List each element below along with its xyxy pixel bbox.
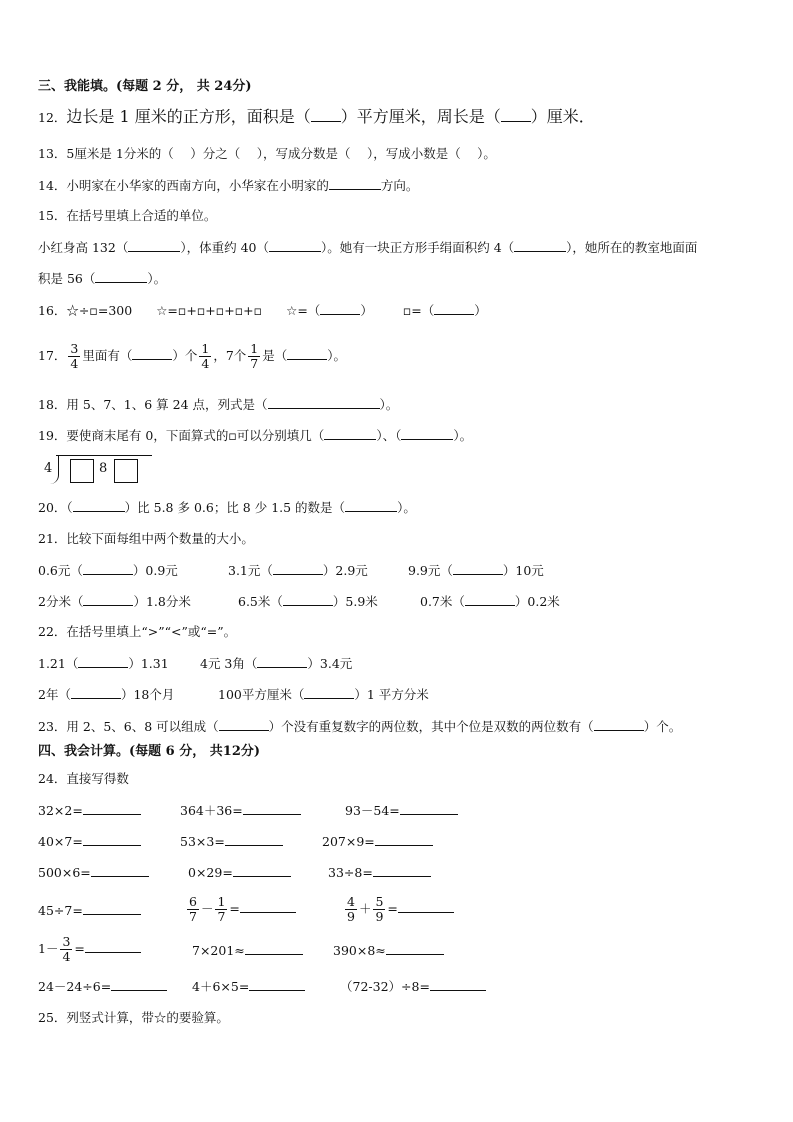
answer-blank[interactable] [83, 801, 141, 815]
section-4-heading: 四、我会计算。(每题 6 分， 共12分) [38, 744, 261, 759]
question-14: 14．小明家在小华家的西南方向，小华家在小明家的 方向。 [38, 178, 419, 193]
answer-blank[interactable] [386, 941, 444, 955]
fraction: $\frac{3}{4}$ [70, 341, 79, 371]
fraction: $\frac{1}{7}$ [250, 341, 259, 371]
answer-blank[interactable] [465, 592, 515, 606]
compare-item: 100平方厘米（ ）1 平方分米 [218, 687, 429, 702]
digit-box-2[interactable] [114, 459, 138, 483]
digit-box-1[interactable] [70, 459, 94, 483]
question-23: 23．用 2、5、6、8 可以组成（ ）个没有重复数字的两位数，其中个位是双数的两位数有（ ）个。 [38, 719, 682, 734]
question-22-intro: 22．在括号里填上“>”“<”或“=”。 [38, 624, 237, 639]
calc-item: 7×201≈ [192, 941, 303, 960]
question-12: 12．边长是 1 厘米的正方形，面积是（ ）平方厘米，周长是（ ）厘米． [38, 107, 595, 126]
question-24-intro: 24．直接写得数 [38, 771, 129, 786]
answer-blank[interactable] [78, 654, 128, 668]
compare-item: 6.5米（ ）5.9米 [238, 594, 378, 609]
answer-blank[interactable] [240, 899, 296, 913]
fraction: $\frac{6}{7}$ [189, 894, 197, 924]
question-13: 13．5厘米是 1分米的（ ）分之（ ），写成分数是（ ），写成小数是（ ）。 [38, 146, 496, 161]
calc-item: 364＋36= [180, 801, 301, 820]
long-division-figure: 4 8 [42, 455, 154, 485]
calc-item: 33÷8= [328, 863, 431, 882]
answer-blank[interactable] [273, 561, 323, 575]
compare-item: 1.21（ ）1.31 [38, 656, 169, 671]
calc-item: 0×29= [188, 863, 291, 882]
calc-item: 24－24÷6= [38, 977, 167, 996]
compare-item: 3.1元（ ）2.9元 [228, 563, 368, 578]
answer-blank[interactable] [514, 238, 566, 252]
question-21-intro: 21．比较下面每组中两个数量的大小。 [38, 531, 254, 546]
answer-blank[interactable] [243, 801, 301, 815]
answer-blank[interactable] [373, 863, 431, 877]
question-16: 16．☆÷▫=300 ☆=▫+▫+▫+▫+▫ ☆=（ ） ▫=（ ） [38, 303, 487, 318]
calc-item: 32×2= [38, 801, 141, 820]
calc-item: 1－ $\frac{3}{4}$ = [38, 930, 141, 968]
calc-item: 390×8≈ [333, 941, 444, 960]
question-25: 25．列竖式计算，带☆的要验算。 [38, 1010, 229, 1025]
answer-blank[interactable] [132, 346, 172, 360]
answer-blank[interactable] [128, 238, 180, 252]
compare-item: 2年（ ）18个月 [38, 687, 175, 702]
answer-blank[interactable] [257, 654, 307, 668]
calc-item: 4＋6×5= [192, 977, 305, 996]
answer-blank[interactable] [85, 939, 141, 953]
question-15-line-1: 小红身高 132（ ），体重约 40（ ）。她有一块正方形手绢面积约 4（ ），她所在的教室地面面 [38, 240, 698, 255]
section-3-heading: 三、我能填。(每题 2 分， 共 24分) [38, 79, 252, 94]
answer-blank[interactable] [304, 685, 354, 699]
calc-item: （72-32）÷8= [340, 977, 486, 996]
fraction: $\frac{1}{7}$ [217, 894, 226, 924]
compare-item: 0.6元（ ）0.9元 [38, 563, 178, 578]
answer-blank[interactable] [400, 801, 458, 815]
answer-blank[interactable] [233, 863, 291, 877]
calc-item: 45÷7= [38, 901, 141, 920]
answer-blank[interactable] [398, 899, 454, 913]
answer-blank[interactable] [329, 176, 381, 190]
answer-blank[interactable] [83, 832, 141, 846]
answer-blank[interactable] [345, 498, 397, 512]
compare-item: 9.9元（ ）10元 [408, 563, 544, 578]
answer-blank[interactable] [83, 561, 133, 575]
answer-blank[interactable] [501, 108, 531, 122]
compare-item: 0.7米（ ）0.2米 [420, 594, 560, 609]
answer-blank[interactable] [434, 301, 474, 315]
answer-blank[interactable] [430, 977, 486, 991]
answer-blank[interactable] [91, 863, 149, 877]
compare-item: 4元 3角（ ）3.4元 [200, 656, 353, 671]
answer-blank[interactable] [83, 592, 133, 606]
question-15-intro: 15．在括号里填上合适的单位。 [38, 208, 217, 223]
answer-blank[interactable] [71, 685, 121, 699]
answer-blank[interactable] [453, 561, 503, 575]
answer-blank[interactable] [375, 832, 433, 846]
answer-blank[interactable] [111, 977, 167, 991]
compare-item: 2分米（ ）1.8分米 [38, 594, 191, 609]
calc-item: 93－54= [345, 801, 458, 820]
answer-blank[interactable] [225, 832, 283, 846]
question-15-line-2: 积是 56（ ）。 [38, 271, 167, 286]
fraction: $\frac{3}{4}$ [62, 934, 71, 964]
calc-item: 40×7= [38, 832, 141, 851]
fraction: $\frac{1}{4}$ [201, 341, 210, 371]
answer-blank[interactable] [269, 238, 321, 252]
answer-blank[interactable] [245, 941, 303, 955]
answer-blank[interactable] [287, 346, 327, 360]
answer-blank[interactable] [311, 108, 341, 122]
answer-blank[interactable] [83, 901, 141, 915]
answer-blank[interactable] [268, 395, 380, 409]
answer-blank[interactable] [283, 592, 333, 606]
answer-blank[interactable] [249, 977, 305, 991]
calc-item: $\frac{4}{9}$ ＋ $\frac{5}{9}$ = [343, 890, 454, 928]
answer-blank[interactable] [219, 717, 269, 731]
calc-item: 53×3= [180, 832, 283, 851]
calc-item: 500×6= [38, 863, 149, 882]
question-18: 18．用 5、7、1、6 算 24 点，列式是（ ）。 [38, 397, 399, 412]
answer-blank[interactable] [73, 498, 125, 512]
calc-item: $\frac{6}{7}$ － $\frac{1}{7}$ = [185, 890, 296, 928]
answer-blank[interactable] [320, 301, 360, 315]
calc-item: 207×9= [322, 832, 433, 851]
question-20: 20．（ ）比 5.8 多 0.6；比 8 少 1.5 的数是（ ）。 [38, 500, 416, 515]
fraction: $\frac{5}{9}$ [375, 894, 384, 924]
answer-blank[interactable] [594, 717, 644, 731]
answer-blank[interactable] [95, 269, 147, 283]
question-17: 17． $\frac{3}{4}$ 里面有（ ）个 $\frac{1}{4}$ ，7个 $\frac{1}{7}$ 是（ ）。 [38, 341, 347, 371]
answer-blank[interactable] [401, 426, 453, 440]
question-19: 19．要使商末尾有 0，下面算式的▫可以分别填几（ ）、（ ）。 [38, 428, 473, 443]
fraction: $\frac{4}{9}$ [347, 894, 355, 924]
answer-blank[interactable] [324, 426, 376, 440]
